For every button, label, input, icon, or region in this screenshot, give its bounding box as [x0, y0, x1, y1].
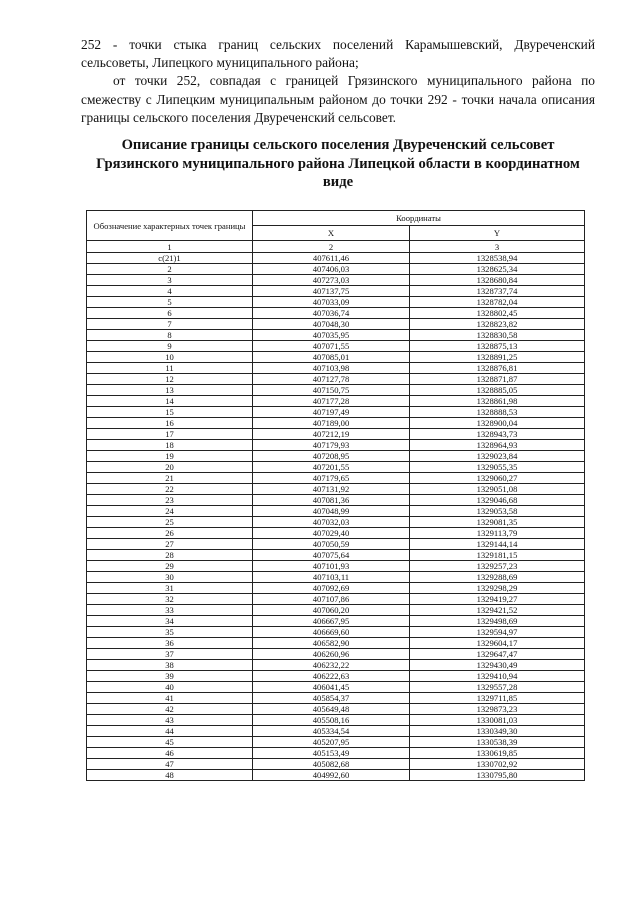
- x-coordinate-cell: 407081,36: [253, 495, 410, 506]
- x-coordinate-cell: 407212,19: [253, 429, 410, 440]
- table-row: [87, 506, 585, 517]
- y-coordinate-cell: 1328737,74: [410, 286, 585, 297]
- y-coordinate-cell: 1328943,73: [410, 429, 585, 440]
- x-coordinate-cell: 404992,60: [253, 770, 410, 781]
- y-coordinate-cell: 1329053,58: [410, 506, 585, 517]
- x-coordinate-cell: 407071,55: [253, 341, 410, 352]
- y-coordinate-cell: 1328964,93: [410, 440, 585, 451]
- point-id-cell: 8: [87, 330, 253, 341]
- table-row: [87, 429, 585, 440]
- y-coordinate-cell: 1329113,79: [410, 528, 585, 539]
- x-coordinate-cell: 407048,99: [253, 506, 410, 517]
- point-id-cell: 3: [87, 275, 253, 286]
- x-coordinate-cell: 405082,68: [253, 759, 410, 770]
- y-coordinate-cell: 1328680,84: [410, 275, 585, 286]
- y-coordinate-cell: 1329298,29: [410, 583, 585, 594]
- table-row: [87, 704, 585, 715]
- y-coordinate-cell: 1329060,27: [410, 473, 585, 484]
- point-id-cell: 12: [87, 374, 253, 385]
- table-row: [87, 682, 585, 693]
- y-coordinate-cell: 1328891,25: [410, 352, 585, 363]
- y-coordinate-cell: 1328538,94: [410, 253, 585, 264]
- table-row: [87, 550, 585, 561]
- table-row: [87, 495, 585, 506]
- x-coordinate-cell: 407611,46: [253, 253, 410, 264]
- point-id-cell: 41: [87, 693, 253, 704]
- x-coordinate-cell: 407189,00: [253, 418, 410, 429]
- point-id-cell: 19: [87, 451, 253, 462]
- x-coordinate-cell: 407107,86: [253, 594, 410, 605]
- y-coordinate-cell: 1329288,69: [410, 572, 585, 583]
- point-id-cell: 39: [87, 671, 253, 682]
- title-line-1: Описание границы сельского поселения Двуреченский сельсовет: [121, 137, 555, 153]
- y-coordinate-cell: 1329081,35: [410, 517, 585, 528]
- y-coordinate-cell: 1328888,53: [410, 407, 585, 418]
- y-coordinate-cell: 1329410,94: [410, 671, 585, 682]
- table-row: [87, 726, 585, 737]
- point-id-cell: 33: [87, 605, 253, 616]
- y-coordinate-cell: 1329711,85: [410, 693, 585, 704]
- x-coordinate-cell: 406222,63: [253, 671, 410, 682]
- table-row: [87, 264, 585, 275]
- y-coordinate-cell: 1329430,49: [410, 660, 585, 671]
- table-row: [87, 649, 585, 660]
- y-coordinate-cell: 1329594,97: [410, 627, 585, 638]
- point-id-cell: 47: [87, 759, 253, 770]
- y-coordinate-cell: 1330538,39: [410, 737, 585, 748]
- table-row: [87, 737, 585, 748]
- table-row: [87, 594, 585, 605]
- table-row: [87, 638, 585, 649]
- x-coordinate-cell: 407029,40: [253, 528, 410, 539]
- table-row: [87, 297, 585, 308]
- x-coordinate-cell: 407131,92: [253, 484, 410, 495]
- intro-paragraph-2: от точки 252, совпадая с границей Грязинского муниципального района по смежеству с Липецким муниципальным районом до точки 292 - точки начала описания границы сельского поселения Двуреченский сельсовет.: [81, 73, 595, 125]
- table-row: [87, 407, 585, 418]
- table-row: [87, 748, 585, 759]
- x-coordinate-cell: 407033,09: [253, 297, 410, 308]
- table-row: [87, 374, 585, 385]
- table-row: [87, 363, 585, 374]
- x-coordinate-cell: 407036,74: [253, 308, 410, 319]
- y-coordinate-cell: 1329055,35: [410, 462, 585, 473]
- table-row: [87, 616, 585, 627]
- coordinates-table: [86, 210, 585, 781]
- x-coordinate-cell: 407103,98: [253, 363, 410, 374]
- point-id-cell: 6: [87, 308, 253, 319]
- x-coordinate-cell: 405153,49: [253, 748, 410, 759]
- x-coordinate-cell: 405334,54: [253, 726, 410, 737]
- x-coordinate-cell: 407060,20: [253, 605, 410, 616]
- header-coordinates: Координаты: [253, 211, 585, 226]
- table-row: [87, 517, 585, 528]
- y-coordinate-cell: 1329257,23: [410, 561, 585, 572]
- point-id-cell: 23: [87, 495, 253, 506]
- point-id-cell: 43: [87, 715, 253, 726]
- document-title: [81, 136, 595, 192]
- x-coordinate-cell: 407208,95: [253, 451, 410, 462]
- table-row: [87, 627, 585, 638]
- title-line-2: Грязинского муниципального района Липецкой области в координатном: [96, 155, 580, 172]
- point-id-cell: 36: [87, 638, 253, 649]
- point-id-cell: 22: [87, 484, 253, 495]
- y-coordinate-cell: 1329419,27: [410, 594, 585, 605]
- table-row: [87, 528, 585, 539]
- x-coordinate-cell: 407201,55: [253, 462, 410, 473]
- y-coordinate-cell: 1329144,14: [410, 539, 585, 550]
- y-coordinate-cell: 1329421,52: [410, 605, 585, 616]
- table-row: [87, 671, 585, 682]
- y-coordinate-cell: 1330081,03: [410, 715, 585, 726]
- point-id-cell: с(21)1: [87, 253, 253, 264]
- point-id-cell: 21: [87, 473, 253, 484]
- y-coordinate-cell: 1329647,47: [410, 649, 585, 660]
- x-coordinate-cell: 405207,95: [253, 737, 410, 748]
- point-id-cell: 14: [87, 396, 253, 407]
- header-x: X: [253, 226, 410, 241]
- x-coordinate-cell: 407103,11: [253, 572, 410, 583]
- header-points: Обозначение характерных точек границы: [87, 211, 253, 241]
- table-row: [87, 418, 585, 429]
- table-row: [87, 286, 585, 297]
- y-coordinate-cell: 1329557,28: [410, 682, 585, 693]
- x-coordinate-cell: 406582,90: [253, 638, 410, 649]
- table-row: [87, 253, 585, 264]
- point-id-cell: 24: [87, 506, 253, 517]
- point-id-cell: 28: [87, 550, 253, 561]
- y-coordinate-cell: 1329051,08: [410, 484, 585, 495]
- point-id-cell: 30: [87, 572, 253, 583]
- y-coordinate-cell: 1328782,04: [410, 297, 585, 308]
- point-id-cell: 45: [87, 737, 253, 748]
- x-coordinate-cell: 407137,75: [253, 286, 410, 297]
- y-coordinate-cell: 1330349,30: [410, 726, 585, 737]
- x-coordinate-cell: 407048,30: [253, 319, 410, 330]
- x-coordinate-cell: 407406,03: [253, 264, 410, 275]
- table-row: [87, 473, 585, 484]
- table-row: [87, 341, 585, 352]
- point-id-cell: 10: [87, 352, 253, 363]
- y-coordinate-cell: 1329604,17: [410, 638, 585, 649]
- x-coordinate-cell: 405508,16: [253, 715, 410, 726]
- header-y: Y: [410, 226, 585, 241]
- table-header-row: [87, 211, 585, 226]
- y-coordinate-cell: 1330702,92: [410, 759, 585, 770]
- point-id-cell: 7: [87, 319, 253, 330]
- point-id-cell: 15: [87, 407, 253, 418]
- point-id-cell: 2: [87, 264, 253, 275]
- point-id-cell: 35: [87, 627, 253, 638]
- point-id-cell: 32: [87, 594, 253, 605]
- table-row: [87, 308, 585, 319]
- table-row: [87, 451, 585, 462]
- point-id-cell: 27: [87, 539, 253, 550]
- point-id-cell: 13: [87, 385, 253, 396]
- point-id-cell: 11: [87, 363, 253, 374]
- point-id-cell: 34: [87, 616, 253, 627]
- intro-text: [81, 36, 595, 127]
- x-coordinate-cell: 407127,78: [253, 374, 410, 385]
- point-id-cell: 29: [87, 561, 253, 572]
- x-coordinate-cell: 407150,75: [253, 385, 410, 396]
- y-coordinate-cell: 1329181,15: [410, 550, 585, 561]
- point-id-cell: 5: [87, 297, 253, 308]
- y-coordinate-cell: 1328625,34: [410, 264, 585, 275]
- x-coordinate-cell: 407177,28: [253, 396, 410, 407]
- y-coordinate-cell: 1328861,98: [410, 396, 585, 407]
- table-row: [87, 319, 585, 330]
- point-id-cell: 37: [87, 649, 253, 660]
- point-id-cell: 42: [87, 704, 253, 715]
- table-row: [87, 770, 585, 781]
- y-coordinate-cell: 1328875,13: [410, 341, 585, 352]
- y-coordinate-cell: 1328900,04: [410, 418, 585, 429]
- x-coordinate-cell: 407075,64: [253, 550, 410, 561]
- table-row: [87, 715, 585, 726]
- point-id-cell: 38: [87, 660, 253, 671]
- x-coordinate-cell: 406041,45: [253, 682, 410, 693]
- y-coordinate-cell: 1329873,23: [410, 704, 585, 715]
- table-row: [87, 440, 585, 451]
- table-row: [87, 605, 585, 616]
- table-row: [87, 396, 585, 407]
- point-id-cell: 44: [87, 726, 253, 737]
- y-coordinate-cell: 1330795,80: [410, 770, 585, 781]
- y-coordinate-cell: 1330619,85: [410, 748, 585, 759]
- point-id-cell: 4: [87, 286, 253, 297]
- x-coordinate-cell: 407092,69: [253, 583, 410, 594]
- intro-paragraph-1: 252 - точки стыка границ сельских поселений Карамышевский, Двуреченский сельсоветы, Липецкого муниципального района;: [81, 37, 595, 71]
- title-line-3: виде: [322, 174, 354, 191]
- column-number-row: [87, 241, 585, 253]
- point-id-cell: 31: [87, 583, 253, 594]
- x-coordinate-cell: 407032,03: [253, 517, 410, 528]
- point-id-cell: 48: [87, 770, 253, 781]
- table-row: [87, 484, 585, 495]
- y-coordinate-cell: 1328802,45: [410, 308, 585, 319]
- table-row: [87, 572, 585, 583]
- x-coordinate-cell: 406232,22: [253, 660, 410, 671]
- x-coordinate-cell: 406667,95: [253, 616, 410, 627]
- table-row: [87, 759, 585, 770]
- table-row: [87, 660, 585, 671]
- x-coordinate-cell: 407050,59: [253, 539, 410, 550]
- x-coordinate-cell: 407101,93: [253, 561, 410, 572]
- point-id-cell: 9: [87, 341, 253, 352]
- x-coordinate-cell: 406669,60: [253, 627, 410, 638]
- y-coordinate-cell: 1329023,84: [410, 451, 585, 462]
- table-row: [87, 561, 585, 572]
- y-coordinate-cell: 1329046,68: [410, 495, 585, 506]
- table-row: [87, 583, 585, 594]
- table-row: [87, 539, 585, 550]
- y-coordinate-cell: 1328885,05: [410, 385, 585, 396]
- point-id-cell: 26: [87, 528, 253, 539]
- y-coordinate-cell: 1328830,58: [410, 330, 585, 341]
- table-row: [87, 462, 585, 473]
- x-coordinate-cell: 407179,65: [253, 473, 410, 484]
- x-coordinate-cell: 407085,01: [253, 352, 410, 363]
- table-row: [87, 693, 585, 704]
- y-coordinate-cell: 1329498,69: [410, 616, 585, 627]
- point-id-cell: 25: [87, 517, 253, 528]
- column-number: 3: [410, 241, 585, 253]
- y-coordinate-cell: 1328876,81: [410, 363, 585, 374]
- point-id-cell: 40: [87, 682, 253, 693]
- x-coordinate-cell: 407197,49: [253, 407, 410, 418]
- column-number: 1: [87, 241, 253, 253]
- x-coordinate-cell: 407035,95: [253, 330, 410, 341]
- column-number: 2: [253, 241, 410, 253]
- point-id-cell: 16: [87, 418, 253, 429]
- point-id-cell: 20: [87, 462, 253, 473]
- table-row: [87, 352, 585, 363]
- point-id-cell: 17: [87, 429, 253, 440]
- point-id-cell: 18: [87, 440, 253, 451]
- table-row: [87, 385, 585, 396]
- table-row: [87, 275, 585, 286]
- x-coordinate-cell: 406260,96: [253, 649, 410, 660]
- y-coordinate-cell: 1328823,82: [410, 319, 585, 330]
- x-coordinate-cell: 405649,48: [253, 704, 410, 715]
- table-row: [87, 330, 585, 341]
- x-coordinate-cell: 405854,37: [253, 693, 410, 704]
- y-coordinate-cell: 1328871,87: [410, 374, 585, 385]
- x-coordinate-cell: 407179,93: [253, 440, 410, 451]
- point-id-cell: 46: [87, 748, 253, 759]
- x-coordinate-cell: 407273,03: [253, 275, 410, 286]
